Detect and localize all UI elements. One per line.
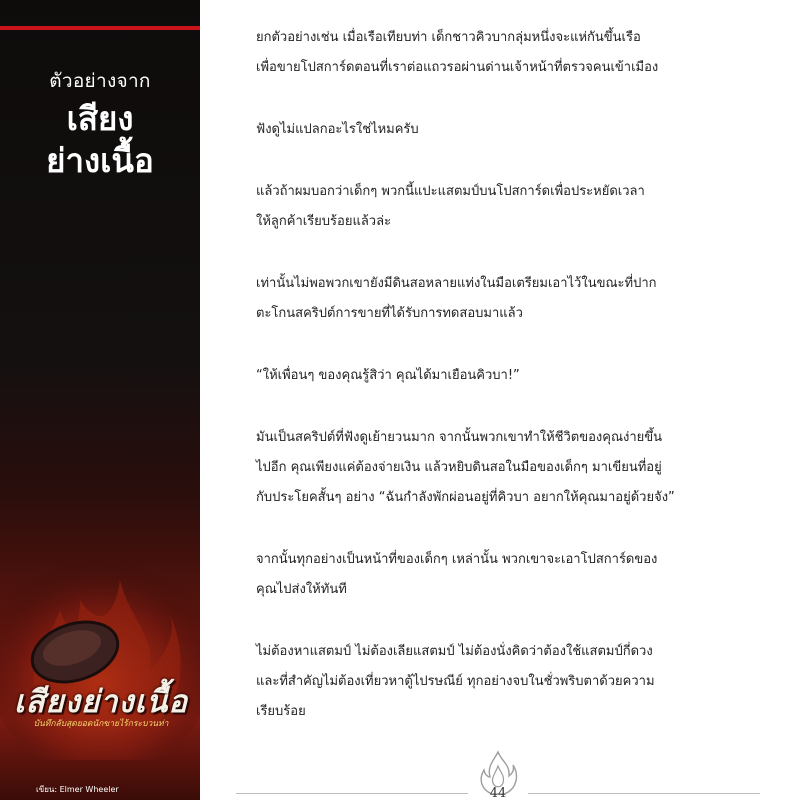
text-line: ไปอีก คุณเพียงแค่ต้องจ่ายเงิน แล้วหยิบดินสอในมือของเด็กๆ มาเขียนที่อยู่: [256, 460, 662, 475]
page-number: 44: [489, 786, 507, 801]
text-line: ไม่ต้องหาแสตมป์ ไม่ต้องเลียแสตมป์ ไม่ต้องนั่งคิดว่าต้องใช้แสตมป์กี่ดวง: [256, 644, 653, 659]
paragraph: [256, 115, 756, 145]
text-line: “ให้เพื่อนๆ ของคุณรู้สิว่า คุณได้มาเยือนคิวบา!”: [256, 368, 520, 383]
book-cover-author: เขียน: Elmer Wheeler: [36, 785, 119, 794]
page-body-text: [256, 23, 756, 759]
paragraph: [256, 423, 756, 513]
text-line: แล้วถ้าผมบอกว่าเด็กๆ พวกนี้แปะแสตมป์บนโปสการ์ดเพื่อประหยัดเวลา: [256, 184, 645, 199]
sidebar-title: [0, 98, 200, 182]
text-line: และที่สำคัญไม่ต้องเที่ยวหาตู้ไปรษณีย์ ทุกอย่างจบในชั่วพริบตาด้วยความ: [256, 674, 655, 689]
sidebar-accent-line: [0, 26, 200, 30]
paragraph: [256, 361, 756, 391]
text-line: เท่านั้นไม่พอพวกเขายังมีดินสอหลายแท่งในมือเตรียมเอาไว้ในขณะที่ปาก: [256, 276, 657, 291]
sidebar-title-line2: ย่างเนื้อ: [46, 141, 154, 180]
text-line: ยกตัวอย่างเช่น เมื่อเรือเทียบท่า เด็กชาวคิวบากลุ่มหนึ่งจะแห่กันขึ้นเรือ: [256, 30, 641, 45]
text-line: ตะโกนสคริปต์การขายที่ได้รับการทดสอบมาแล้ว: [256, 306, 523, 321]
footer-rule-right: [528, 793, 760, 794]
text-line: ให้ลูกค้าเรียบร้อยแล้วล่ะ: [256, 214, 392, 229]
footer-rule-left: [236, 793, 468, 794]
text-line: กับประโยคสั้นๆ อย่าง “ฉันกำลังพักผ่อนอยู่ที่คิวบา อยากให้คุณมาอยู่ด้วยจัง”: [256, 490, 675, 505]
paragraph: [256, 637, 756, 727]
paragraph: [256, 269, 756, 329]
book-cover-tagline: บันทึกลับสุดยอดนักขายไร้กระบวนท่า: [33, 719, 169, 729]
text-line: เพื่อขายโปสการ์ดตอนที่เราต่อแถวรอผ่านด่านเจ้าหน้าที่ตรวจคนเข้าเมือง: [256, 60, 659, 75]
paragraph: [256, 23, 756, 83]
sidebar-subtitle: ตัวอย่างจาก: [49, 70, 151, 92]
sidebar: [0, 0, 200, 800]
text-line: มันเป็นสคริปต์ที่ฟังดูเย้ายวนมาก จากนั้นพวกเขาทำให้ชีวิตของคุณง่ายขึ้น: [256, 430, 663, 445]
text-line: คุณไปส่งให้ทันที: [256, 582, 347, 597]
text-line: เรียบร้อย: [256, 704, 306, 719]
text-line: จากนั้นทุกอย่างเป็นหน้าที่ของเด็กๆ เหล่านั้น พวกเขาจะเอาโปสการ์ดของ: [256, 552, 658, 567]
text-line: ฟังดูไม่แปลกอะไรใช่ไหมครับ: [256, 122, 419, 137]
paragraph: [256, 177, 756, 237]
paragraph: [256, 545, 756, 605]
book-cover-logo: เสียงย่างเนื้อ: [14, 684, 188, 720]
sidebar-title-line1: เสียง: [66, 99, 134, 138]
